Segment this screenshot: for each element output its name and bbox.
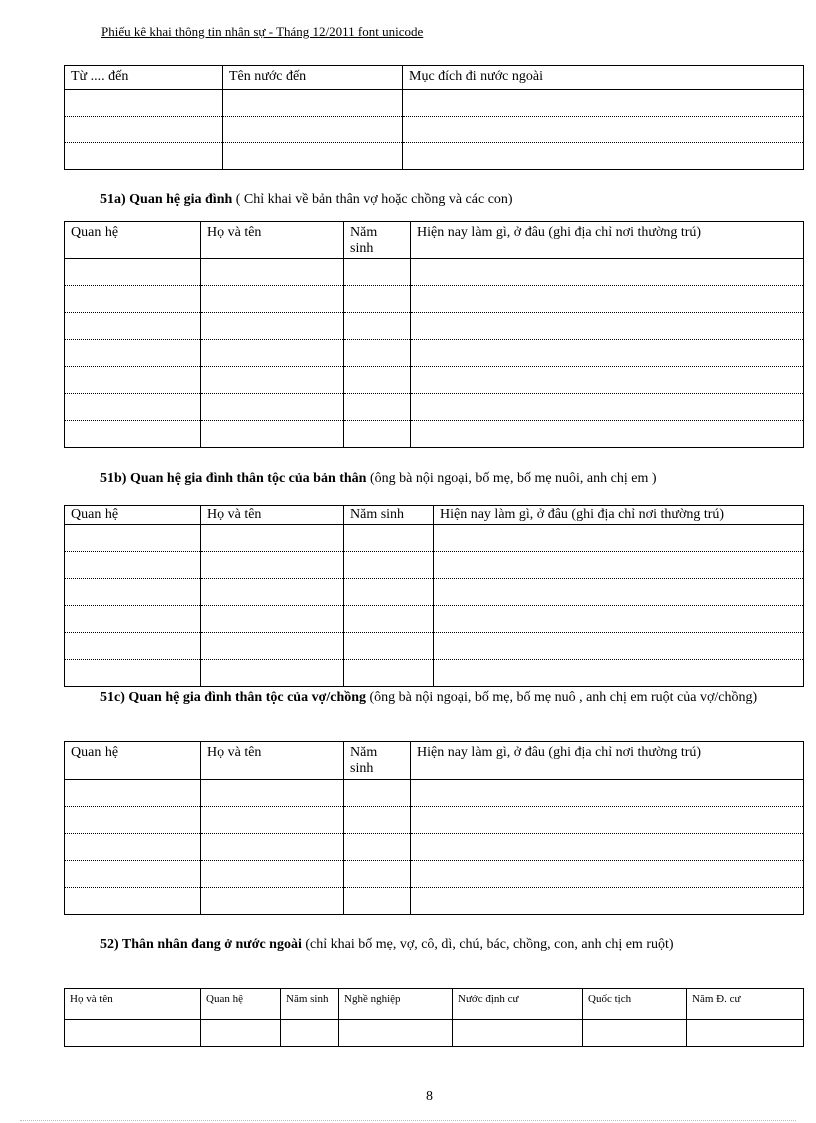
table-cell[interactable] bbox=[201, 421, 344, 448]
table-cell[interactable] bbox=[411, 394, 804, 421]
section-51c-bold: 51c) Quan hệ gia đình thân tộc của vợ/chồng bbox=[100, 690, 367, 705]
table-cell[interactable] bbox=[344, 633, 434, 660]
page-number: 8 bbox=[426, 1089, 433, 1104]
table-cell[interactable] bbox=[434, 552, 804, 579]
table-cell[interactable] bbox=[65, 1020, 201, 1047]
family-table-51a bbox=[64, 221, 804, 448]
col-header: Nghề nghiệp bbox=[339, 989, 453, 1020]
table-cell[interactable] bbox=[65, 394, 201, 421]
table-cell[interactable] bbox=[344, 606, 434, 633]
table-cell[interactable] bbox=[339, 1020, 453, 1047]
section-51a-bold: 51a) Quan hệ gia đình bbox=[100, 192, 233, 207]
col-header: Hiện nay làm gì, ở đâu (ghi địa chỉ nơi thường trú) bbox=[411, 222, 804, 259]
page-header: Phiếu kê khai thông tin nhân sự - Tháng 12/2011 font unicode bbox=[101, 24, 424, 39]
section-52-title bbox=[100, 936, 760, 954]
overseas-relatives-table bbox=[64, 988, 804, 1047]
table-cell[interactable] bbox=[201, 259, 344, 286]
section-52-note: (chỉ khai bố mẹ, vợ, cô, dì, chú, bác, chồng, con, anh chị em ruột) bbox=[301, 937, 674, 952]
section-51a-title bbox=[100, 191, 513, 209]
col-header: Họ và tên bbox=[65, 989, 201, 1020]
col-header: Hiện nay làm gì, ở đâu (ghi địa chỉ nơi thường trú) bbox=[434, 506, 804, 525]
table-cell[interactable] bbox=[411, 807, 804, 834]
table-cell[interactable] bbox=[201, 834, 344, 861]
table-cell[interactable] bbox=[65, 888, 201, 915]
col-header: Quan hệ bbox=[201, 989, 281, 1020]
table-cell[interactable] bbox=[201, 780, 344, 807]
table-cell[interactable] bbox=[201, 606, 344, 633]
table-cell[interactable] bbox=[434, 606, 804, 633]
table-cell[interactable] bbox=[344, 313, 411, 340]
table-cell[interactable] bbox=[344, 807, 411, 834]
table-cell[interactable] bbox=[223, 117, 403, 143]
table-cell[interactable] bbox=[344, 367, 411, 394]
table-cell[interactable] bbox=[65, 807, 201, 834]
table-cell[interactable] bbox=[201, 660, 344, 687]
table-cell[interactable] bbox=[201, 1020, 281, 1047]
table-cell[interactable] bbox=[65, 834, 201, 861]
col-header: Quan hệ bbox=[65, 222, 201, 259]
table-cell[interactable] bbox=[411, 421, 804, 448]
col-header: Năm sinh bbox=[281, 989, 339, 1020]
table-cell[interactable] bbox=[281, 1020, 339, 1047]
table-cell[interactable] bbox=[411, 780, 804, 807]
col-header: Tên nước đến bbox=[223, 66, 403, 90]
section-52-bold: 52) Thân nhân đang ở nước ngoài bbox=[100, 937, 302, 952]
col-header: Từ .... đến bbox=[65, 66, 223, 90]
table-cell[interactable] bbox=[344, 552, 434, 579]
table-cell[interactable] bbox=[65, 780, 201, 807]
table-cell[interactable] bbox=[411, 888, 804, 915]
section-51a-note: ( Chỉ khai về bản thân vợ hoặc chồng và các con) bbox=[232, 192, 513, 207]
table-cell[interactable] bbox=[344, 259, 411, 286]
table-cell[interactable] bbox=[201, 552, 344, 579]
table-cell[interactable] bbox=[65, 421, 201, 448]
table-cell[interactable] bbox=[344, 780, 411, 807]
table-cell[interactable] bbox=[201, 313, 344, 340]
table-cell[interactable] bbox=[201, 525, 344, 552]
table-cell[interactable] bbox=[411, 259, 804, 286]
table-cell[interactable] bbox=[65, 579, 201, 606]
table-cell[interactable] bbox=[65, 660, 201, 687]
table-cell[interactable] bbox=[201, 861, 344, 888]
table-cell[interactable] bbox=[65, 313, 201, 340]
col-header: Năm sinh bbox=[344, 222, 411, 259]
col-header: Hiện nay làm gì, ở đâu (ghi địa chỉ nơi thường trú) bbox=[411, 742, 804, 780]
table-cell[interactable] bbox=[65, 259, 201, 286]
table-cell[interactable] bbox=[201, 633, 344, 660]
table-cell[interactable] bbox=[344, 660, 434, 687]
table-cell[interactable] bbox=[201, 579, 344, 606]
table-cell[interactable] bbox=[411, 861, 804, 888]
table-cell[interactable] bbox=[411, 313, 804, 340]
table-cell[interactable] bbox=[411, 286, 804, 313]
section-51c-title bbox=[100, 689, 760, 707]
table-cell[interactable] bbox=[223, 90, 403, 117]
col-header: Năm sinh bbox=[344, 506, 434, 525]
table-cell[interactable] bbox=[65, 340, 201, 367]
table-cell[interactable] bbox=[434, 633, 804, 660]
table-cell[interactable] bbox=[65, 633, 201, 660]
table-cell[interactable] bbox=[344, 421, 411, 448]
table-cell[interactable] bbox=[201, 340, 344, 367]
col-header: Nước định cư bbox=[453, 989, 583, 1020]
table-cell[interactable] bbox=[403, 143, 804, 170]
table-cell[interactable] bbox=[65, 286, 201, 313]
table-cell[interactable] bbox=[434, 525, 804, 552]
col-header: Họ và tên bbox=[201, 222, 344, 259]
section-51b-note: (ông bà nội ngoại, bố mẹ, bố mẹ nuôi, anh chị em ) bbox=[366, 471, 657, 486]
section-51b-bold: 51b) Quan hệ gia đình thân tộc của bản thân bbox=[100, 471, 367, 486]
col-header: Mục đích đi nước ngoài bbox=[403, 66, 804, 90]
table-cell[interactable] bbox=[344, 340, 411, 367]
table-cell[interactable] bbox=[65, 861, 201, 888]
table-cell[interactable] bbox=[344, 834, 411, 861]
travel-table bbox=[64, 65, 804, 170]
table-cell[interactable] bbox=[344, 286, 411, 313]
section-51b-title bbox=[100, 470, 657, 488]
table-cell[interactable] bbox=[344, 888, 411, 915]
table-cell[interactable] bbox=[201, 286, 344, 313]
col-header: Quốc tịch bbox=[583, 989, 687, 1020]
table-cell[interactable] bbox=[65, 367, 201, 394]
table-cell[interactable] bbox=[411, 834, 804, 861]
table-cell[interactable] bbox=[65, 117, 223, 143]
table-cell[interactable] bbox=[201, 807, 344, 834]
col-header: Họ và tên bbox=[201, 506, 344, 525]
table-cell[interactable] bbox=[65, 143, 223, 170]
col-header: Họ và tên bbox=[201, 742, 344, 780]
section-51c-note: (ông bà nội ngoại, bố mẹ, bố mẹ nuô , anh chị em ruột của vợ/chồng) bbox=[366, 690, 758, 705]
table-cell[interactable] bbox=[344, 579, 434, 606]
col-header: Quan hệ bbox=[65, 506, 201, 525]
col-header: Quan hệ bbox=[65, 742, 201, 780]
table-cell[interactable] bbox=[65, 90, 223, 117]
table-cell[interactable] bbox=[434, 579, 804, 606]
table-cell[interactable] bbox=[434, 660, 804, 687]
table-cell[interactable] bbox=[411, 340, 804, 367]
table-cell[interactable] bbox=[344, 861, 411, 888]
table-cell[interactable] bbox=[687, 1020, 804, 1047]
family-table-51b bbox=[64, 505, 804, 687]
table-cell[interactable] bbox=[344, 394, 411, 421]
table-cell[interactable] bbox=[403, 90, 804, 117]
table-cell[interactable] bbox=[201, 394, 344, 421]
table-cell[interactable] bbox=[411, 367, 804, 394]
family-table-51c bbox=[64, 741, 804, 915]
table-cell[interactable] bbox=[453, 1020, 583, 1047]
col-header: Năm sinh bbox=[344, 742, 411, 780]
table-cell[interactable] bbox=[223, 143, 403, 170]
col-header: Năm Đ. cư bbox=[687, 989, 804, 1020]
table-cell[interactable] bbox=[65, 525, 201, 552]
table-cell[interactable] bbox=[344, 525, 434, 552]
table-cell[interactable] bbox=[403, 117, 804, 143]
table-cell[interactable] bbox=[583, 1020, 687, 1047]
table-cell[interactable] bbox=[65, 606, 201, 633]
table-cell[interactable] bbox=[201, 888, 344, 915]
table-cell[interactable] bbox=[65, 552, 201, 579]
table-cell[interactable] bbox=[201, 367, 344, 394]
page-bottom-divider bbox=[20, 1120, 796, 1121]
